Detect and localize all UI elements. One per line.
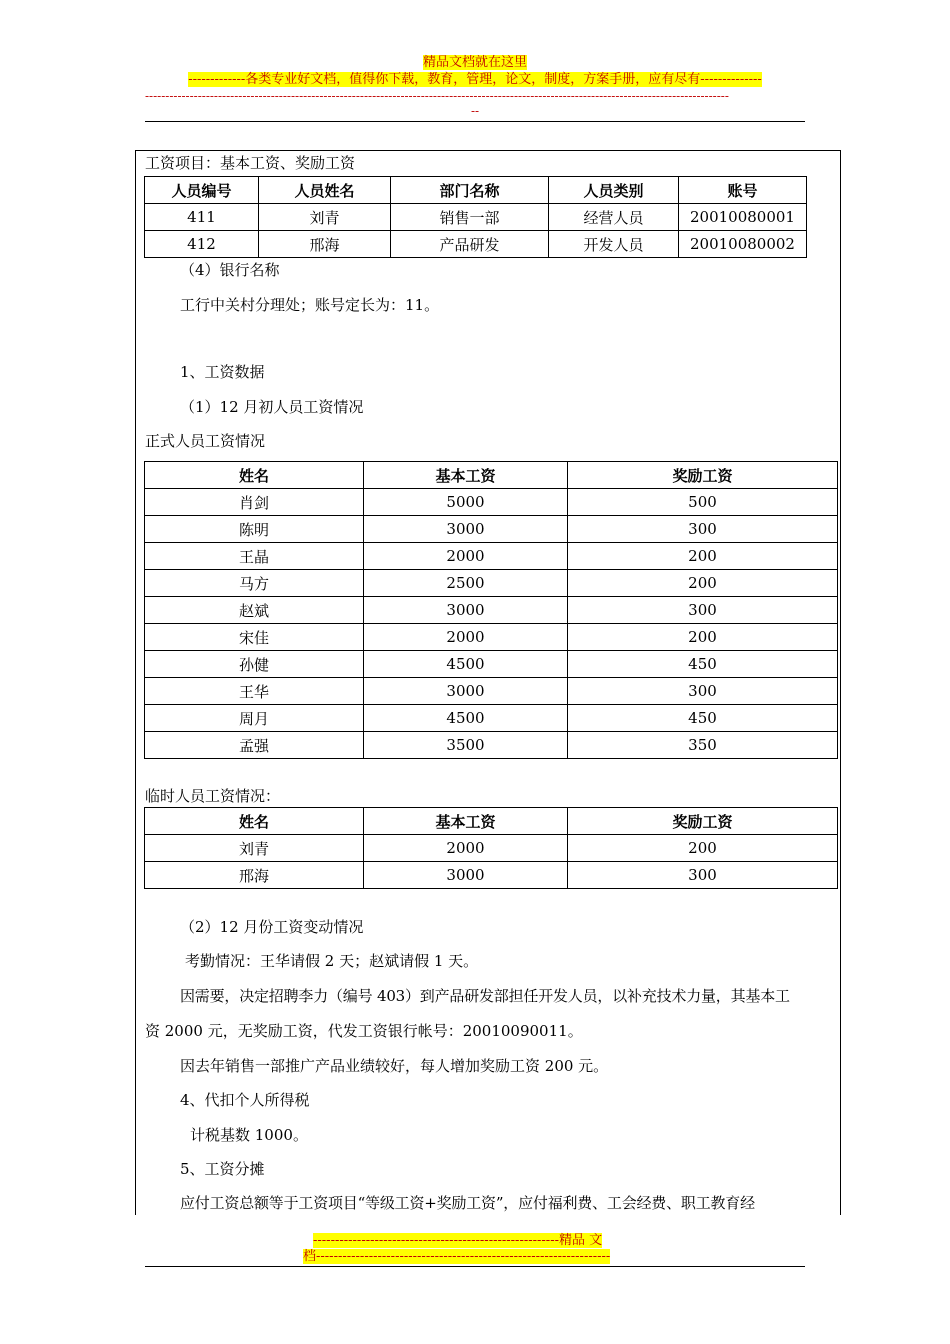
table-cell: 20010080001 <box>679 204 807 231</box>
table-header-row <box>145 177 807 204</box>
table-row <box>145 651 838 678</box>
table-cell: 邢海 <box>145 862 364 889</box>
salary-data-heading: 1、工资数据 <box>180 363 265 381</box>
table-cell: 经营人员 <box>549 204 679 231</box>
table-cell: 刘青 <box>259 204 391 231</box>
table-cell: 350 <box>568 732 838 759</box>
table-header-row <box>145 462 838 489</box>
temp-heading: 临时人员工资情况： <box>145 787 281 805</box>
col-header: 基本工资 <box>364 808 568 835</box>
table-cell: 5000 <box>364 489 568 516</box>
hire-text-line2: 资 2000 元，无奖励工资，代发工资银行帐号：20010090011。 <box>145 1022 583 1040</box>
col-header: 奖励工资 <box>568 808 838 835</box>
table-row <box>145 862 838 889</box>
table-cell: 马方 <box>145 570 364 597</box>
table-row <box>145 204 807 231</box>
table-cell: 411 <box>145 204 259 231</box>
table-cell: 开发人员 <box>549 231 679 258</box>
table-cell: 300 <box>568 597 838 624</box>
table-cell: 2000 <box>364 835 568 862</box>
table-cell: 450 <box>568 651 838 678</box>
table-cell: 3000 <box>364 678 568 705</box>
hire-text-line1: 因需要，决定招聘李力（编号 403）到产品研发部担任开发人员，以补充技术力量，其基本工 <box>180 987 790 1005</box>
formal-salary-table <box>144 461 838 759</box>
table-cell: 450 <box>568 705 838 732</box>
col-header: 部门名称 <box>391 177 549 204</box>
table-row <box>145 835 838 862</box>
table-cell: 200 <box>568 543 838 570</box>
table-cell: 300 <box>568 678 838 705</box>
header-slogan: -------------各类专业好文档，值得你下载，教育，管理，论文，制度，方案手册，应有尽有-------------- <box>188 72 762 87</box>
col-header: 账号 <box>679 177 807 204</box>
table-cell: 孙健 <box>145 651 364 678</box>
table-cell: 3500 <box>364 732 568 759</box>
table-cell: 王华 <box>145 678 364 705</box>
allocation-heading: 5、工资分摊 <box>180 1160 265 1178</box>
header-rule <box>145 121 805 122</box>
header-dash-line: ------------------------------------------------------------------------------------------------------------------------------------------------ <box>145 89 729 103</box>
header-dash-tail: -- <box>470 104 480 118</box>
header-title-row <box>0 55 950 71</box>
footer-line1: --------------------------------------------------------精品 文 <box>313 1233 603 1248</box>
header-title: 精品文档就在这里 <box>422 55 527 70</box>
table-cell: 3000 <box>364 597 568 624</box>
bank-text: 工行中关村分理处；账号定长为：11。 <box>180 296 440 314</box>
table-cell: 300 <box>568 862 838 889</box>
personnel-table <box>144 176 807 258</box>
footer-line2: 档------------------------------------------------------------------- <box>303 1249 611 1264</box>
table-row <box>145 705 838 732</box>
table-header-row <box>145 808 838 835</box>
table-cell: 孟强 <box>145 732 364 759</box>
table-row <box>145 231 807 258</box>
bank-heading: （4）银行名称 <box>180 261 280 279</box>
col-header: 基本工资 <box>364 462 568 489</box>
table-cell: 4500 <box>364 705 568 732</box>
dec-initial-heading: （1）12 月初人员工资情况 <box>180 398 364 416</box>
table-cell: 宋佳 <box>145 624 364 651</box>
table-row <box>145 516 838 543</box>
header-slogan-row <box>0 72 950 88</box>
table-cell: 邢海 <box>259 231 391 258</box>
table-cell: 赵斌 <box>145 597 364 624</box>
footer-rule <box>145 1266 805 1267</box>
table-row <box>145 624 838 651</box>
table-cell: 3000 <box>364 516 568 543</box>
table-cell: 销售一部 <box>391 204 549 231</box>
table-cell: 20010080002 <box>679 231 807 258</box>
bonus-text: 因去年销售一部推广产品业绩较好，每人增加奖励工资 200 元。 <box>180 1057 609 1075</box>
attendance-text: 考勤情况：王华请假 2 天；赵斌请假 1 天。 <box>185 952 479 970</box>
table-cell: 412 <box>145 231 259 258</box>
table-cell: 2500 <box>364 570 568 597</box>
tax-base: 计税基数 1000。 <box>190 1126 308 1144</box>
col-header: 姓名 <box>145 462 364 489</box>
table-cell: 陈明 <box>145 516 364 543</box>
table-row <box>145 570 838 597</box>
col-header: 姓名 <box>145 808 364 835</box>
col-header: 奖励工资 <box>568 462 838 489</box>
footer-line2-row <box>303 1249 610 1265</box>
table-row <box>145 543 838 570</box>
table-cell: 500 <box>568 489 838 516</box>
table-cell: 周月 <box>145 705 364 732</box>
table-cell: 肖剑 <box>145 489 364 516</box>
dec-change-heading: （2）12 月份工资变动情况 <box>180 918 364 936</box>
table-cell: 产品研发 <box>391 231 549 258</box>
col-header: 人员类别 <box>549 177 679 204</box>
table-cell: 王晶 <box>145 543 364 570</box>
table-row <box>145 678 838 705</box>
temp-salary-table <box>144 807 838 889</box>
table-cell: 300 <box>568 516 838 543</box>
table-row <box>145 597 838 624</box>
col-header: 人员编号 <box>145 177 259 204</box>
table-cell: 刘青 <box>145 835 364 862</box>
table-cell: 200 <box>568 570 838 597</box>
table-row <box>145 489 838 516</box>
formal-heading: 正式人员工资情况 <box>145 432 266 450</box>
table-cell: 3000 <box>364 862 568 889</box>
tax-heading: 4、代扣个人所得税 <box>180 1091 310 1109</box>
table-row <box>145 732 838 759</box>
footer-line1-row <box>313 1233 602 1249</box>
table-cell: 2000 <box>364 624 568 651</box>
allocation-text: 应付工资总额等于工资项目“等级工资+奖励工资”，应付福利费、工会经费、职工教育经 <box>180 1194 755 1212</box>
table-cell: 4500 <box>364 651 568 678</box>
col-header: 人员姓名 <box>259 177 391 204</box>
table-cell: 200 <box>568 835 838 862</box>
salary-items: 工资项目：基本工资、奖励工资 <box>145 154 356 172</box>
table-cell: 2000 <box>364 543 568 570</box>
table-cell: 200 <box>568 624 838 651</box>
